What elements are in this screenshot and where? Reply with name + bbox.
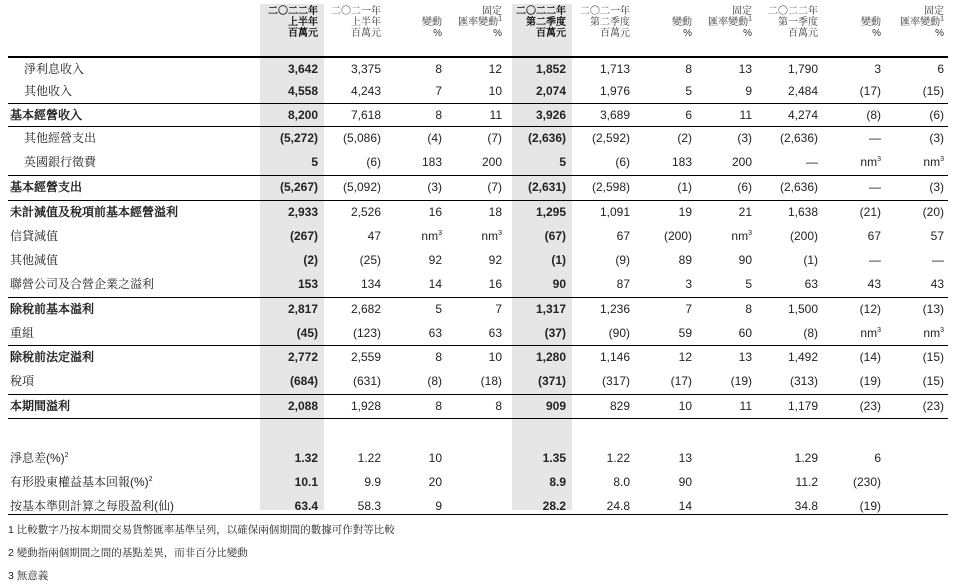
table-cell: 5 — [435, 302, 442, 316]
table-row — [0, 202, 958, 222]
table-cell: 153 — [297, 277, 318, 291]
table-cell: 2,933 — [287, 205, 318, 219]
table-row — [0, 371, 958, 391]
table-cell: (4) — [427, 131, 442, 145]
table-cell: 909 — [545, 399, 566, 413]
table-cell: (8) — [803, 326, 818, 340]
table-cell: 9 — [435, 499, 442, 513]
table-cell: (18) — [480, 374, 502, 388]
table-cell: 87 — [616, 277, 630, 291]
row-label: 未計減值及稅項前基本經營溢利 — [10, 205, 179, 219]
table-cell: 90 — [552, 277, 566, 291]
table-cell: 90 — [678, 475, 692, 489]
table-cell: (13) — [922, 302, 944, 316]
table-cell: (5,267) — [279, 180, 318, 194]
table-cell: 4,274 — [787, 108, 818, 122]
column-header-line: 匯率變動$^1$ — [458, 15, 502, 28]
table-cell: (23) — [922, 399, 944, 413]
column-header-line: 固定 — [732, 6, 752, 17]
table-cell: (317) — [601, 374, 630, 388]
table-cell: 67 — [616, 229, 630, 243]
table-cell: 20 — [428, 475, 442, 489]
table-cell: (15) — [922, 84, 944, 98]
table-cell: (1) — [803, 253, 818, 267]
header-rule — [8, 56, 948, 58]
table-cell: 8.0 — [613, 475, 630, 489]
row-label: 基本經營支出 — [10, 180, 83, 194]
table-cell: 5 — [745, 277, 752, 291]
table-cell: (2,598) — [591, 180, 630, 194]
rule-after-other-income — [8, 103, 948, 104]
column-header-line: 二〇二二年 — [268, 6, 318, 17]
table-cell: 43 — [867, 277, 881, 291]
table-cell: (5,086) — [342, 131, 381, 145]
table-cell: (2,636) — [527, 131, 566, 145]
ratio-row — [0, 448, 958, 468]
rule-after-operating-expenses — [8, 200, 948, 201]
table-cell: 200 — [481, 155, 502, 169]
table-cell: (12) — [859, 302, 881, 316]
table-cell: 2,088 — [287, 399, 318, 413]
table-cell: 11 — [739, 399, 752, 413]
table-cell: (21) — [859, 205, 881, 219]
table-cell: — — [869, 180, 881, 194]
column-header-line: 變動 — [672, 17, 692, 28]
table-cell: 1,295 — [535, 205, 566, 219]
table-cell: (371) — [537, 374, 566, 388]
table-cell: 58.3 — [357, 499, 381, 513]
table-cell: (7) — [487, 180, 502, 194]
column-header-line: 第二季度 — [526, 17, 566, 28]
table-cell: (14) — [859, 350, 881, 364]
table-cell: (267) — [289, 229, 318, 243]
table-row — [0, 81, 958, 101]
table-cell: (19) — [730, 374, 752, 388]
table-cell: (230) — [852, 475, 881, 489]
table-cell: (17) — [859, 84, 881, 98]
table-cell: (20) — [922, 205, 944, 219]
table-cell: 28.2 — [542, 499, 566, 513]
table-cell: 11 — [739, 108, 752, 122]
column-header — [864, 6, 944, 39]
column-header-line: 匯率變動$^1$ — [708, 15, 752, 28]
table-cell: 3,375 — [350, 62, 381, 76]
table-cell: 9.9 — [364, 475, 381, 489]
row-label: 淨息差(%)$^2$ — [10, 451, 69, 465]
table-cell: $nm^3$ — [923, 326, 944, 340]
table-cell: 11 — [489, 108, 502, 122]
table-cell: 16 — [428, 205, 442, 219]
table-cell: (3) — [427, 180, 442, 194]
table-cell: 2,682 — [350, 302, 381, 316]
table-cell: 1,236 — [599, 302, 630, 316]
table-cell: 34.8 — [794, 499, 818, 513]
column-header-line: 百萬元 — [288, 28, 318, 39]
table-cell: 2,772 — [287, 350, 318, 364]
table-cell: — — [932, 253, 944, 267]
table-cell: 1,317 — [535, 302, 566, 316]
table-cell: 134 — [360, 277, 381, 291]
table-cell: 1,976 — [599, 84, 630, 98]
table-cell: (5,272) — [279, 131, 318, 145]
table-cell: (3) — [737, 131, 752, 145]
table-cell: 5 — [559, 155, 566, 169]
table-cell: (15) — [922, 374, 944, 388]
table-cell: 1,928 — [350, 399, 381, 413]
table-cell: (6) — [737, 180, 752, 194]
column-header-line: % — [683, 28, 692, 39]
table-row — [0, 347, 958, 367]
column-header-line: % — [743, 28, 752, 39]
table-cell: 3,689 — [599, 108, 630, 122]
rule-after-profit — [8, 418, 948, 419]
row-label: 淨利息收入 — [24, 62, 85, 76]
table-cell: 1.32 — [294, 451, 318, 465]
table-cell: (17) — [670, 374, 692, 388]
table-cell: 63 — [804, 277, 818, 291]
table-cell: (23) — [859, 399, 881, 413]
table-cell: 3 — [685, 277, 692, 291]
table-cell: 1,280 — [535, 350, 566, 364]
table-cell: 183 — [671, 155, 692, 169]
table-cell: (3) — [929, 180, 944, 194]
table-cell: 829 — [609, 399, 630, 413]
table-cell: 10 — [678, 399, 692, 413]
table-cell: (37) — [544, 326, 566, 340]
table-cell: 1,179 — [787, 399, 818, 413]
column-header-line: 二〇二一年 — [580, 6, 630, 17]
table-cell: 8 — [495, 399, 502, 413]
table-cell: (2,592) — [591, 131, 630, 145]
row-label: 除稅前法定溢利 — [10, 350, 95, 364]
table-cell: (90) — [608, 326, 630, 340]
table-cell: 7,618 — [350, 108, 381, 122]
footnote-1: 1 比較數字乃按本期間交易貨幣匯率基準呈列，以確保兩個期間的數據可作對等比較 — [8, 524, 395, 536]
ratio-row — [0, 496, 958, 516]
table-cell: 14 — [428, 277, 442, 291]
table-cell: (2,636) — [779, 131, 818, 145]
table-row — [0, 105, 958, 125]
table-cell: (5,092) — [342, 180, 381, 194]
table-cell: 4,243 — [350, 84, 381, 98]
table-cell: 10.1 — [294, 475, 318, 489]
table-cell: 18 — [488, 205, 502, 219]
table-cell: 3,642 — [287, 62, 318, 76]
column-header-line: 二〇二二年 — [516, 6, 566, 17]
table-cell: 8 — [435, 399, 442, 413]
table-cell: 2,559 — [350, 350, 381, 364]
table-cell: 1,146 — [599, 350, 630, 364]
table-cell: 89 — [678, 253, 692, 267]
column-header-line: 上半年 — [288, 17, 318, 28]
table-cell: 7 — [435, 84, 442, 98]
table-cell: 12 — [678, 350, 692, 364]
table-cell: 10 — [488, 350, 502, 364]
table-cell: 16 — [488, 277, 502, 291]
row-label: 其他經營支出 — [24, 131, 97, 145]
table-cell: 3,926 — [535, 108, 566, 122]
column-header-line: 變動 — [861, 17, 881, 28]
table-cell: 5 — [685, 84, 692, 98]
table-cell: (15) — [922, 350, 944, 364]
table-cell: $nm^3$ — [421, 229, 442, 243]
table-cell: $nm^3$ — [923, 155, 944, 169]
table-cell: (45) — [296, 326, 318, 340]
table-row — [0, 250, 958, 270]
table-cell: (2,631) — [527, 180, 566, 194]
column-header-line: 百萬元 — [600, 28, 630, 39]
table-cell: (6) — [929, 108, 944, 122]
column-header-line: 固定 — [482, 6, 502, 17]
table-cell: 7 — [495, 302, 502, 316]
column-header-line: 百萬元 — [351, 28, 381, 39]
table-cell: (684) — [289, 374, 318, 388]
table-cell: 2,074 — [535, 84, 566, 98]
table-cell: 92 — [488, 253, 502, 267]
table-cell: 10 — [488, 84, 502, 98]
table-cell: 1,500 — [787, 302, 818, 316]
table-cell: 6 — [685, 108, 692, 122]
table-cell: 63 — [428, 326, 442, 340]
table-cell: (8) — [866, 108, 881, 122]
table-cell: 47 — [367, 229, 381, 243]
table-cell: $nm^3$ — [860, 155, 881, 169]
table-cell: 1,713 — [599, 62, 630, 76]
table-cell: (19) — [859, 374, 881, 388]
footnote-2: 2 變動指兩個期間之間的基點差異，而非百分比變動 — [8, 547, 248, 559]
table-cell: (7) — [487, 131, 502, 145]
column-header-line: 匯率變動$^1$ — [900, 15, 944, 28]
column-header-line: 上半年 — [351, 17, 381, 28]
table-cell: (6) — [366, 155, 381, 169]
row-label: 按基本準則計算之每股盈利(仙) — [10, 499, 174, 513]
column-header-line: 固定 — [924, 6, 944, 17]
table-row — [0, 226, 958, 246]
table-cell: 8.9 — [549, 475, 566, 489]
table-cell: 57 — [930, 229, 944, 243]
row-label: 聯營公司及合營企業之溢利 — [10, 277, 155, 291]
table-cell: 6 — [937, 62, 944, 76]
table-cell: (1) — [551, 253, 566, 267]
table-cell: (8) — [427, 374, 442, 388]
table-cell: — — [869, 253, 881, 267]
table-cell: 24.8 — [606, 499, 630, 513]
table-cell: 92 — [428, 253, 442, 267]
table-cell: $nm^3$ — [731, 229, 752, 243]
rule-after-uk-levy — [8, 175, 948, 176]
table-cell: (313) — [789, 374, 818, 388]
table-cell: 1,638 — [787, 205, 818, 219]
table-cell: 90 — [738, 253, 752, 267]
table-cell: 1.29 — [794, 451, 818, 465]
table-cell: 8 — [435, 350, 442, 364]
table-cell: 14 — [678, 499, 692, 513]
table-row — [0, 128, 958, 148]
table-row — [0, 396, 958, 416]
table-cell: 63.4 — [294, 499, 318, 513]
table-cell: 12 — [488, 62, 502, 76]
rule-after-restructuring — [8, 345, 948, 346]
table-cell: (3) — [929, 131, 944, 145]
table-cell: 13 — [738, 62, 752, 76]
table-cell: (2,636) — [779, 180, 818, 194]
row-label: 基本經營收入 — [10, 108, 83, 122]
table-cell: (2) — [677, 131, 692, 145]
table-cell: (200) — [789, 229, 818, 243]
table-cell: — — [806, 155, 818, 169]
table-cell: 63 — [488, 326, 502, 340]
rule-after-operating-income — [8, 126, 948, 127]
table-cell: 1.35 — [542, 451, 566, 465]
table-cell: 200 — [731, 155, 752, 169]
table-row — [0, 152, 958, 172]
column-header-line: % — [872, 28, 881, 39]
table-cell: 8 — [435, 62, 442, 76]
row-label: 其他減值 — [10, 253, 59, 267]
table-row — [0, 274, 958, 294]
table-cell: 1,492 — [787, 350, 818, 364]
table-cell: (631) — [352, 374, 381, 388]
table-cell: 2,526 — [350, 205, 381, 219]
table-cell: (9) — [615, 253, 630, 267]
column-header-line: 百萬元 — [788, 28, 818, 39]
table-cell: 1.22 — [357, 451, 381, 465]
table-cell: 21 — [738, 205, 752, 219]
table-cell: 13 — [738, 350, 752, 364]
table-cell: (200) — [663, 229, 692, 243]
table-row — [0, 59, 958, 79]
column-header-line: % — [935, 28, 944, 39]
table-cell: (6) — [615, 155, 630, 169]
table-cell: 60 — [738, 326, 752, 340]
table-cell: 19 — [678, 205, 692, 219]
table-cell: 8 — [435, 108, 442, 122]
column-header-line: 第一季度 — [778, 17, 818, 28]
table-cell: 1,091 — [599, 205, 630, 219]
column-header-line: 二〇二二年 — [768, 6, 818, 17]
table-cell: 8 — [745, 302, 752, 316]
table-cell: (67) — [544, 229, 566, 243]
table-cell: (25) — [359, 253, 381, 267]
table-cell: (123) — [352, 326, 381, 340]
table-cell: 67 — [867, 229, 881, 243]
table-cell: 8 — [685, 62, 692, 76]
table-cell: 13 — [678, 451, 692, 465]
column-header-line: 變動 — [422, 17, 442, 28]
column-header-line: % — [433, 28, 442, 39]
table-cell: 9 — [745, 84, 752, 98]
row-label: 其他收入 — [24, 84, 73, 98]
table-cell: 10 — [428, 451, 442, 465]
table-cell: 1,852 — [535, 62, 566, 76]
row-label: 本期間溢利 — [10, 399, 71, 413]
table-cell: 8,200 — [287, 108, 318, 122]
table-cell: $nm^3$ — [860, 326, 881, 340]
row-label: 有形股東權益基本回報(%)$^2$ — [10, 475, 153, 489]
table-row — [0, 177, 958, 197]
table-row — [0, 323, 958, 343]
table-cell: (1) — [677, 180, 692, 194]
table-cell: 2,484 — [787, 84, 818, 98]
column-header-line: 二〇二一年 — [331, 6, 381, 17]
table-row — [0, 299, 958, 319]
column-header-line: % — [493, 28, 502, 39]
table-cell: 1,790 — [787, 62, 818, 76]
table-cell: 3 — [874, 62, 881, 76]
table-cell: 6 — [874, 451, 881, 465]
table-cell: 11.2 — [795, 475, 818, 489]
table-cell: 43 — [930, 277, 944, 291]
table-cell: 5 — [311, 155, 318, 169]
footnote-3: 3 無意義 — [8, 570, 49, 582]
rule-after-associates — [8, 297, 948, 298]
table-cell: 2,817 — [287, 302, 318, 316]
table-cell: 7 — [685, 302, 692, 316]
column-header-line: 百萬元 — [536, 28, 566, 39]
row-label: 除稅前基本溢利 — [10, 302, 95, 316]
row-label: 稅項 — [10, 374, 35, 388]
column-header-line: 第二季度 — [590, 17, 630, 28]
row-label: 信貸減值 — [10, 229, 59, 243]
table-cell: 183 — [421, 155, 442, 169]
table-cell: 1.22 — [606, 451, 630, 465]
table-cell: 59 — [678, 326, 692, 340]
ratio-row — [0, 472, 958, 492]
table-cell: (19) — [859, 499, 881, 513]
rule-after-tax — [8, 394, 948, 395]
table-cell: $nm^3$ — [481, 229, 502, 243]
table-cell: — — [869, 131, 881, 145]
row-label: 英國銀行徵費 — [24, 155, 97, 169]
table-cell: 4,558 — [287, 84, 318, 98]
table-cell: (2) — [303, 253, 318, 267]
row-label: 重組 — [10, 326, 35, 340]
